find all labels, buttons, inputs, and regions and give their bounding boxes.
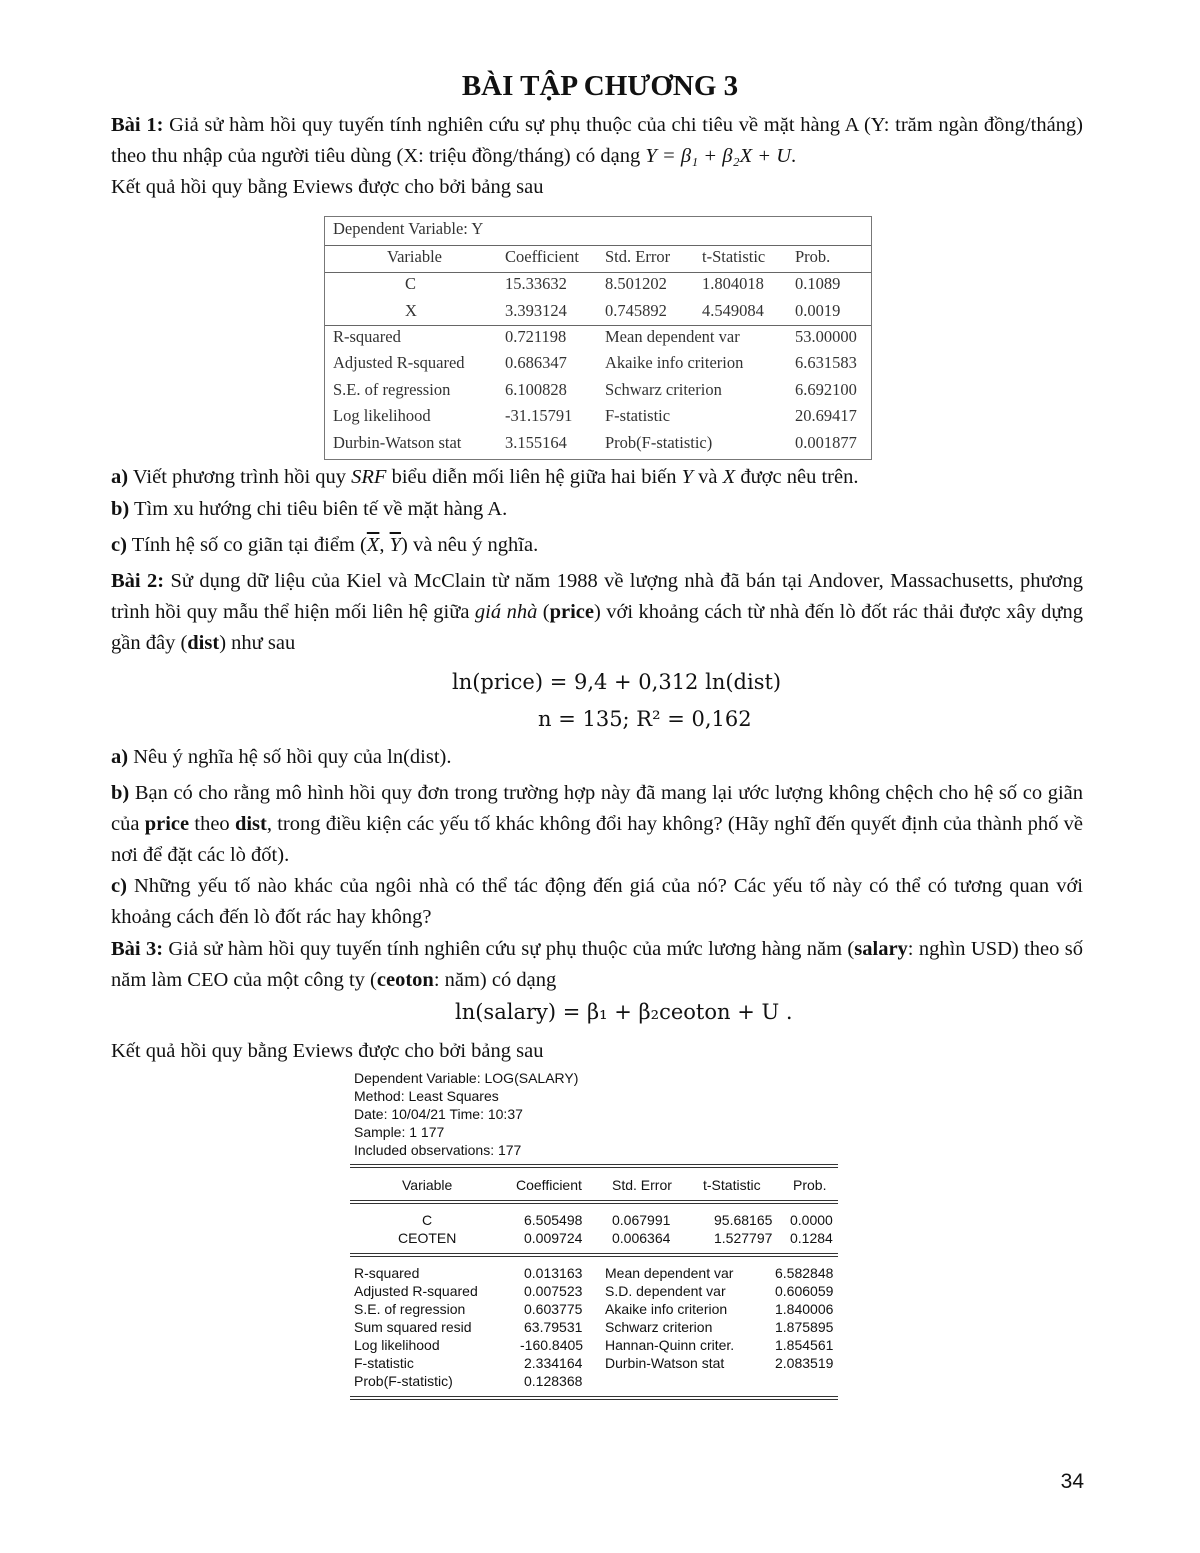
table-cell: Adjusted R-squared [354, 1283, 478, 1299]
question-label: b) [111, 782, 130, 804]
question-label: a) [111, 746, 129, 768]
bai3-text: ceoton [376, 969, 434, 991]
table-rule [350, 1164, 838, 1165]
table-cell: Schwarz criterion [605, 380, 722, 399]
question-text: . [446, 746, 452, 768]
question-text: biểu diễn mối liên hệ giữa hai biến [386, 466, 682, 488]
dependent-variable-label: Dependent Variable: Y [333, 219, 484, 238]
equation-srf: ln(price) = 9,4 + 0,312 ln(dist) [452, 670, 782, 694]
table-cell: 1.875895 [775, 1319, 834, 1335]
bai1-result-intro: Kết quả hồi quy bằng Eviews được cho bởi bảng sau [111, 176, 544, 198]
bai1-intro [111, 110, 1083, 203]
bai3-text: Giả sử hàm hồi quy tuyến tính nghiên cứu sự phụ thuộc của mức lương hàng năm ( [163, 938, 855, 960]
bai2-text: ) với khoảng cách từ nhà đến lò đốt rác thải được xây dựng gần đây ( [111, 601, 1084, 654]
question-text: SRF [351, 466, 387, 488]
col-header: Std. Error [605, 247, 671, 266]
table-cell: S.E. of regression [333, 380, 451, 399]
table-cell: R-squared [333, 327, 401, 346]
bai2-text: ( [537, 601, 550, 623]
col-header: Prob. [795, 247, 831, 266]
table-cell: 6.631583 [795, 353, 857, 372]
table-cell: 0.128368 [524, 1373, 583, 1389]
mean-x: $\overline{X}$ [366, 534, 380, 556]
bai2-question-b [111, 778, 1083, 871]
table-cell: 0.745892 [605, 301, 667, 320]
table-cell: 0.006364 [612, 1230, 671, 1246]
table-cell: 1.804018 [702, 274, 764, 293]
col-header: t-Statistic [702, 247, 766, 266]
table-cell: Mean dependent var [605, 327, 740, 346]
bai2-question-c [111, 871, 1083, 933]
table-cell: 0.1089 [795, 274, 841, 293]
bai1-model: Y = β₁ + β₂X + U [645, 145, 791, 167]
table-cell: 0.1284 [790, 1230, 833, 1246]
question-text: Bạn có cho rằng mô hình hồi quy đơn trong trường hợp này đã mang lại ước lượng không chệch cho hệ số co giãn của [111, 782, 1083, 835]
regression-table-2 [350, 1068, 840, 1408]
table-cell: 6.100828 [505, 380, 567, 399]
table-cell: Durbin-Watson stat [333, 433, 462, 452]
table-header-line: Included observations: 177 [354, 1142, 522, 1158]
question-text: theo [189, 813, 235, 835]
table-rule [350, 1396, 838, 1397]
table-cell: 0.0019 [795, 301, 841, 320]
table-rule [325, 272, 871, 273]
table-header-line: Method: Least Squares [354, 1088, 499, 1104]
table-cell: 6.692100 [795, 380, 857, 399]
bai1-question-c: c) Tính hệ số co giãn tại điểm ($\overline{X}$, $\overline{Y}$) và nêu ý nghĩa. [111, 534, 539, 556]
question-text: ln(dist) [387, 746, 447, 768]
question-text: Tìm xu hướng chi tiêu biên tế về mặt hàng A. [129, 498, 508, 520]
bai2-label: Bài 2: [111, 570, 165, 592]
question-text: Tính hệ số co giãn tại điểm [126, 534, 360, 556]
table-cell: -31.15791 [505, 406, 573, 425]
table-cell: 3.393124 [505, 301, 567, 320]
table-cell: Adjusted R-squared [333, 353, 465, 372]
col-header: Variable [387, 247, 442, 266]
col-header: Coefficient [505, 247, 579, 266]
table-header-line: Dependent Variable: LOG(SALARY) [354, 1070, 579, 1086]
page-number: 34 [1060, 1470, 1084, 1493]
table-cell: 1.527797 [714, 1230, 773, 1246]
table-cell: C [405, 274, 417, 293]
page-title: BÀI TẬP CHƯƠNG 3 [461, 70, 739, 102]
bai3-intro [111, 934, 1083, 996]
table-cell: 6.582848 [775, 1265, 834, 1281]
table-rule [350, 1167, 838, 1168]
bai3-text: : năm) có dạng [433, 969, 557, 991]
bai2-text: Sử dụng dữ liệu của Kiel và McClain từ năm 1988 về lượng nhà đã bán tại Andover, Massachusetts, phương trình hồi quy mẫu thể hiện mối liên hệ giữa [111, 570, 1084, 623]
table-cell: 1.854561 [775, 1337, 834, 1353]
bai2-intro [111, 566, 1083, 659]
table-cell: Akaike info criterion [605, 1301, 728, 1317]
question-label: b) [111, 498, 130, 520]
col-header: Coefficient [516, 1177, 582, 1193]
table-cell: CEOTEN [398, 1230, 457, 1246]
bai1-text: Giả sử hàm hồi quy tuyến tính nghiên cứu sự phụ thuộc của chi tiêu về mặt hàng A (Y: trăm ngàn đồng/tháng) theo thu nhập của người tiêu dùng (X: triệu đồng/tháng) có dạng [111, 114, 1083, 167]
table-cell: Hannan-Quinn criter. [605, 1337, 735, 1353]
bai3-label: Bài 3: [111, 938, 164, 960]
table-cell: Prob(F-statistic) [354, 1373, 453, 1389]
table-cell: Schwarz criterion [605, 1319, 713, 1335]
question-text: được nêu trên. [735, 466, 859, 488]
table-cell: F-statistic [605, 406, 671, 425]
table-cell: S.E. of regression [354, 1301, 466, 1317]
table-cell: Prob(F-statistic) [605, 433, 713, 452]
bai2-text: price [549, 601, 595, 623]
table-cell: 0.013163 [524, 1265, 583, 1281]
question-label: c) [111, 534, 127, 556]
table-cell: Log likelihood [333, 406, 431, 425]
question-text: price [144, 813, 190, 835]
table-cell: 2.334164 [524, 1355, 583, 1371]
table-cell: 3.155164 [505, 433, 567, 452]
question-text: dist [234, 813, 267, 835]
bai2-text: ) như sau [219, 632, 296, 654]
question-label: a) [111, 466, 129, 488]
table-rule [350, 1200, 838, 1201]
regression-table-1 [324, 216, 872, 460]
bai1-model-end: . [791, 145, 797, 167]
col-header: t-Statistic [703, 1177, 761, 1193]
table-cell: 0.067991 [612, 1212, 671, 1228]
table-cell: Sum squared resid [354, 1319, 472, 1335]
table-cell: 63.79531 [524, 1319, 583, 1335]
table-cell: 8.501202 [605, 274, 667, 293]
table-cell: S.D. dependent var [605, 1283, 726, 1299]
table-cell: 53.00000 [795, 327, 857, 346]
table-rule [325, 245, 871, 246]
table-cell: Mean dependent var [605, 1265, 734, 1281]
table-rule [325, 325, 871, 326]
equation-bai3-model: ln(salary) = β₁ + β₂ceoton + U . [455, 1000, 793, 1024]
equation-stats: n = 135; R² = 0,162 [538, 707, 752, 731]
table-rule [350, 1203, 838, 1204]
table-cell: 0.0000 [790, 1212, 833, 1228]
table-cell: 0.001877 [795, 433, 857, 452]
table-header-line: Date: 10/04/21 Time: 10:37 [354, 1106, 523, 1122]
question-text: Y [681, 466, 694, 488]
table-cell: 0.686347 [505, 353, 567, 372]
question-text: và nêu ý nghĩa. [407, 534, 539, 556]
question-text: X [722, 466, 736, 488]
table-cell: 6.505498 [524, 1212, 583, 1228]
table-cell: 15.33632 [505, 274, 567, 293]
mean-y: $\overline{Y}$ [389, 534, 402, 556]
table-rule [350, 1253, 838, 1254]
table-cell: -160.8405 [520, 1337, 584, 1353]
question-text: , trong điều kiện các yếu tố khác không đổi hay không? (Hãy nghĩ đến quyết định của thành phố về nơi để đặt các lò đốt). [111, 813, 1084, 866]
table-cell: Log likelihood [354, 1337, 440, 1353]
bai3-text: : nghìn USD) theo số năm làm CEO của một công ty ( [111, 938, 1083, 991]
table-cell: 95.68165 [714, 1212, 773, 1228]
table-cell: 0.009724 [524, 1230, 583, 1246]
table-cell: Durbin-Watson stat [605, 1355, 725, 1371]
bai2-text: dist [187, 632, 220, 654]
table-rule [350, 1399, 838, 1400]
bai3-result-intro: Kết quả hồi quy bằng Eviews được cho bởi bảng sau [111, 1040, 544, 1062]
col-header: Prob. [793, 1177, 827, 1193]
question-label: c) [111, 875, 127, 897]
table-cell: Akaike info criterion [605, 353, 744, 372]
table-cell: 20.69417 [795, 406, 857, 425]
bai3-text: salary [854, 938, 908, 960]
table-cell: 4.549084 [702, 301, 764, 320]
table-cell: F-statistic [354, 1355, 414, 1371]
table-cell: 2.083519 [775, 1355, 834, 1371]
table-cell: X [405, 301, 417, 320]
col-header: Variable [402, 1177, 453, 1193]
bai2-question-a [111, 742, 451, 773]
bai1-question-a [111, 462, 858, 493]
bai1-question-b [111, 494, 507, 525]
bai2-text: giá nhà [474, 601, 538, 623]
table-cell: C [422, 1212, 433, 1228]
table-rule [350, 1256, 838, 1257]
col-header: Std. Error [612, 1177, 672, 1193]
question-text: Viết phương trình hồi quy [128, 466, 352, 488]
question-text: Những yếu tố nào khác của ngôi nhà có thể tác động đến giá của nó? Các yếu tố này có thể có tương quan với khoảng cách đến lò đốt rác hay không? [111, 875, 1083, 928]
table-cell: 0.606059 [775, 1283, 834, 1299]
table-cell: 0.603775 [524, 1301, 583, 1317]
question-text: Nêu ý nghĩa hệ số hồi quy của [128, 746, 388, 768]
table-header-line: Sample: 1 177 [354, 1124, 445, 1140]
table-cell: R-squared [354, 1265, 420, 1281]
table-cell: 1.840006 [775, 1301, 834, 1317]
bai1-label: Bài 1: [111, 114, 164, 136]
table-cell: 0.721198 [505, 327, 567, 346]
question-text: và [693, 466, 723, 488]
table-cell: 0.007523 [524, 1283, 583, 1299]
